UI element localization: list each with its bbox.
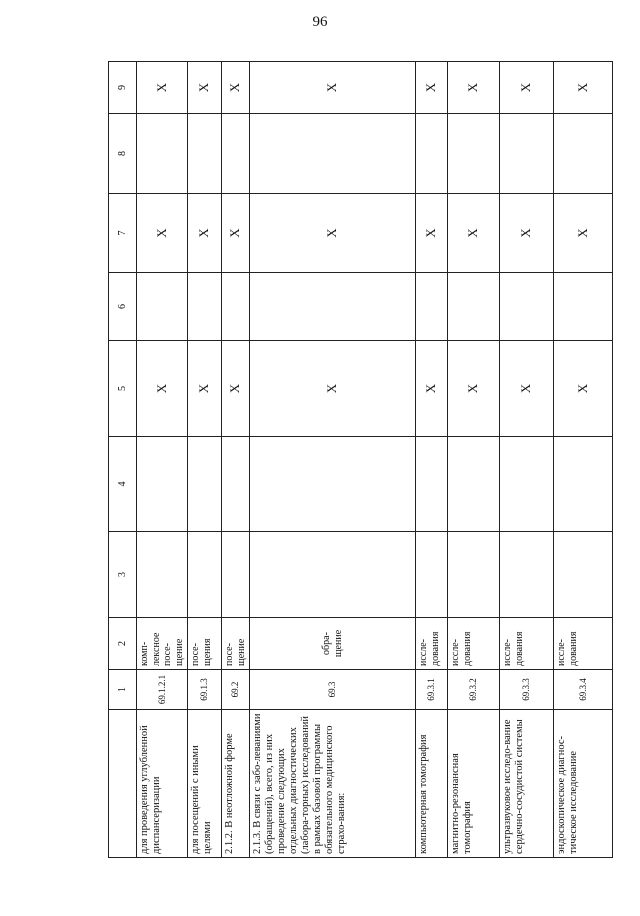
cell-col8 bbox=[416, 114, 448, 194]
row-name: компьютерная томография bbox=[416, 710, 448, 858]
cell-col5: X bbox=[554, 341, 613, 437]
row-unit: иссле-дования bbox=[500, 618, 554, 670]
header-cell: 8 bbox=[109, 114, 137, 194]
cell-col4 bbox=[222, 437, 250, 532]
row-unit: иссле-дования bbox=[554, 618, 613, 670]
row-name: магнитно-резонансная томография bbox=[448, 710, 500, 858]
cell-col9: X bbox=[222, 62, 250, 114]
cell-col5: X bbox=[222, 341, 250, 437]
row-name: 2.1.3. В связи с забо-леваниями (обращений), всего, из них проведение следующих отдельных диагностических (лабора-торных) исследований в рамках базовой программы обязательного медицинского страхо-вания: bbox=[250, 710, 416, 858]
cell-col7: X bbox=[416, 194, 448, 273]
cell-col3 bbox=[416, 532, 448, 618]
cell-col6 bbox=[448, 273, 500, 341]
cell-col4 bbox=[416, 437, 448, 532]
cell-col9: X bbox=[448, 62, 500, 114]
row-code: 69.3.2 bbox=[448, 670, 500, 710]
row-unit: посе-щения bbox=[188, 618, 222, 670]
row-name: для проведения углубленной диспансеризации bbox=[137, 710, 188, 858]
cell-col7: X bbox=[500, 194, 554, 273]
header-cell: 4 bbox=[109, 437, 137, 532]
cell-col5: X bbox=[416, 341, 448, 437]
cell-col7: X bbox=[554, 194, 613, 273]
cell-col6 bbox=[188, 273, 222, 341]
cell-col4 bbox=[448, 437, 500, 532]
cell-col6 bbox=[500, 273, 554, 341]
cell-col5: X bbox=[188, 341, 222, 437]
cell-col9: X bbox=[416, 62, 448, 114]
cell-col9: X bbox=[188, 62, 222, 114]
cell-col3 bbox=[137, 532, 188, 618]
row-name: эндоскопическое диагнос-тическое исследование bbox=[554, 710, 613, 858]
table-row bbox=[448, 62, 500, 858]
cell-col8 bbox=[222, 114, 250, 194]
cell-col6 bbox=[416, 273, 448, 341]
cell-col7: X bbox=[137, 194, 188, 273]
table-row bbox=[416, 62, 448, 858]
row-code: 69.1.2.1 bbox=[137, 670, 188, 710]
cell-col3 bbox=[250, 532, 416, 618]
row-unit: посе-щение bbox=[222, 618, 250, 670]
cell-col3 bbox=[188, 532, 222, 618]
cell-col8 bbox=[137, 114, 188, 194]
header-cell: 7 bbox=[109, 194, 137, 273]
cell-col6 bbox=[250, 273, 416, 341]
row-name: для посещений с иными целями bbox=[188, 710, 222, 858]
cell-col9: X bbox=[554, 62, 613, 114]
cell-col9: X bbox=[500, 62, 554, 114]
header-cell: 5 bbox=[109, 341, 137, 437]
cell-col3 bbox=[448, 532, 500, 618]
data-table bbox=[108, 61, 613, 858]
row-unit: комп-лексное посе-щение bbox=[137, 618, 188, 670]
table-row bbox=[554, 62, 613, 858]
row-name: ультразвуковое исследо-вание сердечно-сосудистой системы bbox=[500, 710, 554, 858]
rotated-table-container bbox=[108, 62, 608, 858]
cell-col4 bbox=[137, 437, 188, 532]
table-row bbox=[137, 62, 188, 858]
header-row bbox=[109, 62, 137, 858]
row-code: 69.3 bbox=[250, 670, 416, 710]
cell-col8 bbox=[554, 114, 613, 194]
cell-col7: X bbox=[222, 194, 250, 273]
cell-col8 bbox=[188, 114, 222, 194]
cell-col3 bbox=[500, 532, 554, 618]
header-cell: 3 bbox=[109, 532, 137, 618]
row-code: 69.3.4 bbox=[554, 670, 613, 710]
cell-col8 bbox=[448, 114, 500, 194]
header-cell bbox=[109, 710, 137, 858]
header-cell: 9 bbox=[109, 62, 137, 114]
row-name: 2.1.2. В неотложной форме bbox=[222, 710, 250, 858]
row-unit: иссле-дования bbox=[448, 618, 500, 670]
row-unit: обра-щение bbox=[250, 618, 416, 670]
cell-col7: X bbox=[188, 194, 222, 273]
cell-col6 bbox=[554, 273, 613, 341]
row-code: 69.3.3 bbox=[500, 670, 554, 710]
cell-col4 bbox=[554, 437, 613, 532]
header-cell: 1 bbox=[109, 670, 137, 710]
cell-col6 bbox=[222, 273, 250, 341]
cell-col5: X bbox=[137, 341, 188, 437]
row-code: 69.3.1 bbox=[416, 670, 448, 710]
table-row bbox=[188, 62, 222, 858]
cell-col9: X bbox=[137, 62, 188, 114]
header-cell: 6 bbox=[109, 273, 137, 341]
header-cell: 2 bbox=[109, 618, 137, 670]
cell-col8 bbox=[250, 114, 416, 194]
row-code: 69.2 bbox=[222, 670, 250, 710]
cell-col3 bbox=[554, 532, 613, 618]
page-number: 96 bbox=[312, 14, 328, 30]
row-code: 69.1.3 bbox=[188, 670, 222, 710]
cell-col4 bbox=[250, 437, 416, 532]
cell-col9: X bbox=[250, 62, 416, 114]
cell-col3 bbox=[222, 532, 250, 618]
table-row bbox=[222, 62, 250, 858]
cell-col7: X bbox=[448, 194, 500, 273]
table-row bbox=[250, 62, 416, 858]
row-unit: иссле-дования bbox=[416, 618, 448, 670]
cell-col7: X bbox=[250, 194, 416, 273]
cell-col6 bbox=[137, 273, 188, 341]
cell-col5: X bbox=[250, 341, 416, 437]
cell-col5: X bbox=[448, 341, 500, 437]
cell-col4 bbox=[500, 437, 554, 532]
cell-col4 bbox=[188, 437, 222, 532]
cell-col5: X bbox=[500, 341, 554, 437]
table-row bbox=[500, 62, 554, 858]
cell-col8 bbox=[500, 114, 554, 194]
